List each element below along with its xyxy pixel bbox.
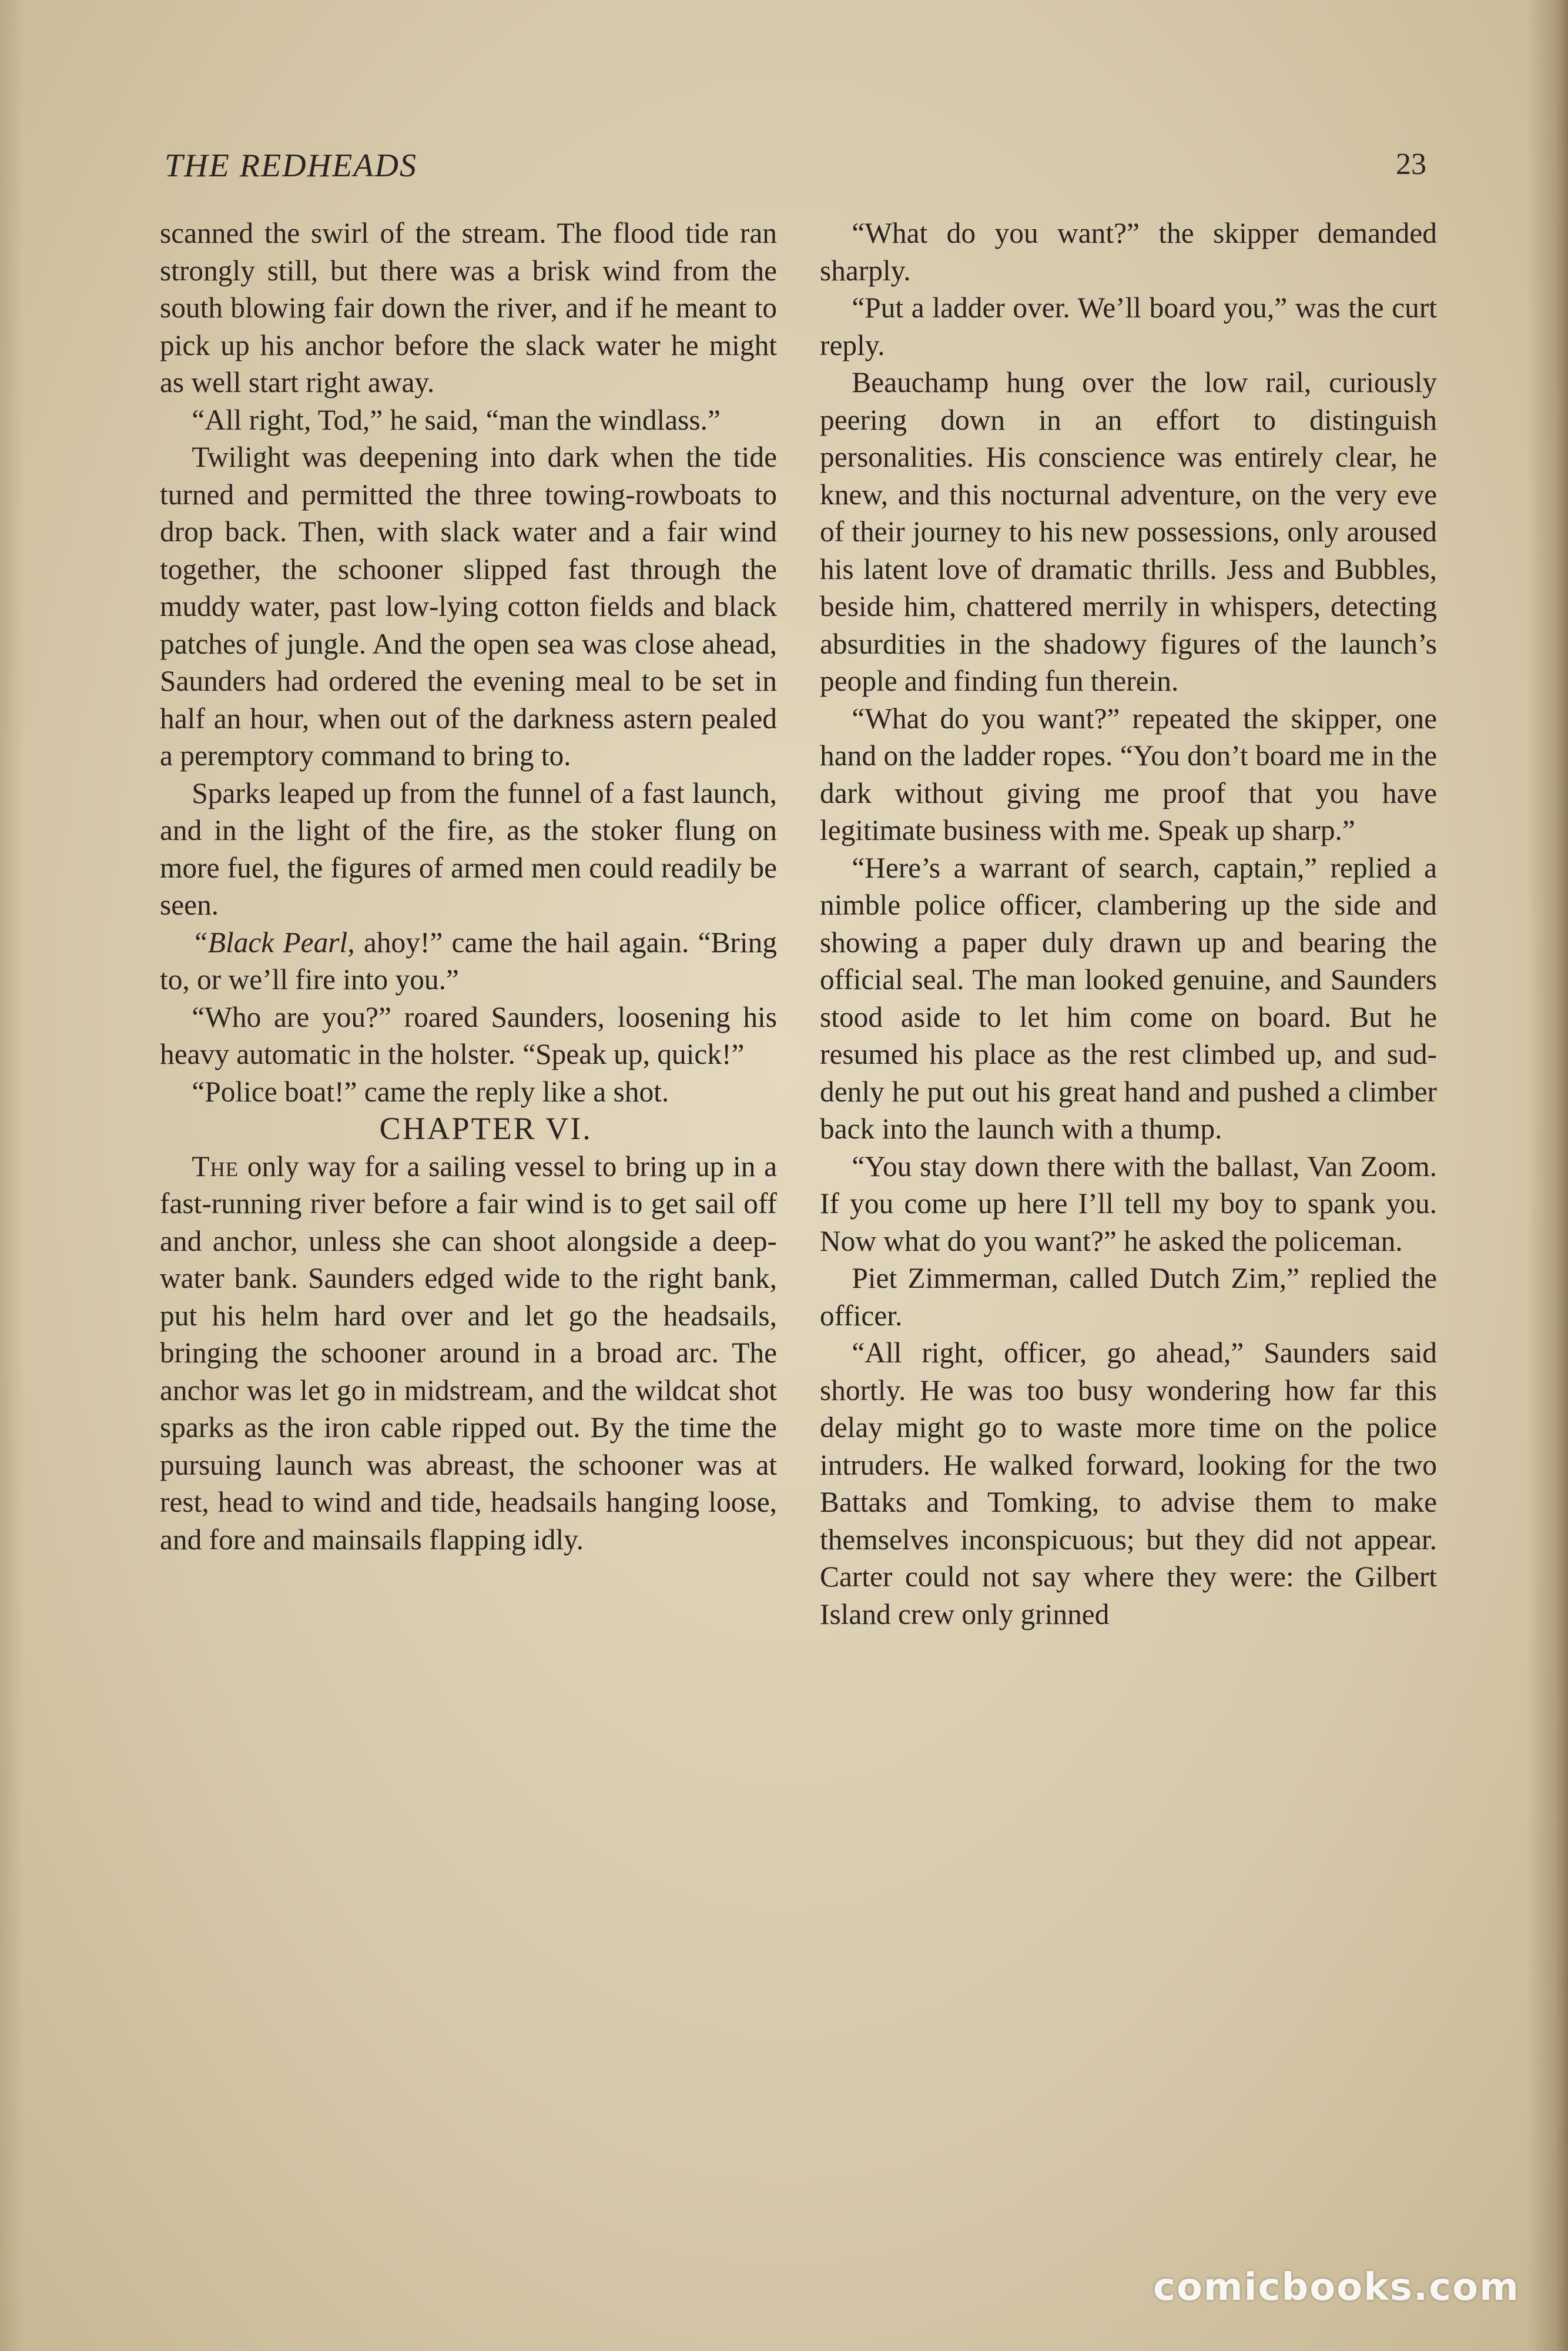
page-number: 23 xyxy=(1396,148,1426,181)
paragraph: Sparks leaped up from the funnel of a fast launch, and in the light of the fire, as the stoker flung on more fuel, the figures of armed men could readily be seen. xyxy=(160,776,777,921)
chapter-heading: CHAPTER VI. xyxy=(379,1111,592,1146)
chapter-opening-text: only way for a sailing vessel to bring up in a fast-running river before a fair wind is to get sail off and anchor, unless she can shoot alongside a deep-water bank. Saunders edged wide to the right bank, put his helm hard over and let go the headsails, bringing the schooner around in a broad arc. The anchor was let go in midstream, and the wildcat shot sparks as the iron cable ripped out. By the time the pursuing launch was abreast, the schooner was at rest, head to wind and tide, headsails hanging loose, and fore and mainsails flapping idly. xyxy=(160,1150,777,1556)
paragraph: “You stay down there with the ballast, Van Zoom. If you come up here I’ll tell my boy to spank you. Now what do you want?” he asked the policeman. xyxy=(820,1150,1437,1257)
page-left-shadow xyxy=(0,0,24,2351)
paragraph-hail xyxy=(160,924,777,999)
running-head: THE REDHEADS xyxy=(165,148,417,184)
paragraph: “Put a ladder over. We’ll board you,” was the curt reply. xyxy=(820,292,1437,361)
paragraph: “All right, officer, go ahead,” Saunders said shortly. He was too busy wondering how far this delay might go to waste more time on the police intruders. He walked forward, looking for the two Battaks and Tomking, to advise them to make themselves inconspicuous; but they did not appear. Carter could not say where they were: the Gilbert Island crew only grinned xyxy=(820,1337,1437,1630)
hail-text: ahoy!” came the hail again. “Bring to, or we’ll fire into you.” xyxy=(160,926,777,996)
paragraph: “Police boat!” came the reply like a shot. xyxy=(192,1075,669,1108)
right-column xyxy=(820,215,1437,1633)
paragraph: Beauchamp hung over the low rail, curiously peering down in an effort to distinguish personalities. His conscience was entirely clear, he knew, and this nocturnal adventure, on the very eve of their journey to his new possessions, only aroused his latent love of dramatic thrills. Jess and Bubbles, beside him, chattered merrily in whispers, detecting absurdities in the shadowy figures of the launch’s people and finding fun therein. xyxy=(820,366,1437,697)
paragraph: scanned the swirl of the stream. The flood tide ran strongly still, but there was a brisk wind from the south blowing fair down the river, and if he meant to pick up his anchor before the slack water he might as well start right away. xyxy=(160,217,777,398)
paragraph: “What do you want?” repeated the skipper, one hand on the ladder ropes. “You don’t board me in the dark without giving me proof that you have legitimate business with me. Speak up sharp.” xyxy=(820,702,1437,846)
page-spine-shadow xyxy=(1527,0,1568,2351)
paragraph: Piet Zimmerman, called Dutch Zim,” replied the officer. xyxy=(820,1262,1437,1332)
paragraph: “What do you want?” the skipper demanded sharply. xyxy=(820,217,1437,287)
paragraph: “Who are you?” roared Saunders, loosening his heavy automatic in the holster. “Speak up, quick!” xyxy=(160,1000,777,1070)
chapter-opening-word: The xyxy=(192,1150,239,1183)
paragraph: “Here’s a warrant of search, captain,” replied a nimble police officer, clambering up the side and showing a paper duly drawn up and bearing the official seal. The man looked genuine, and Saunders stood aside to let him come on board. But he resumed his place as the rest climbed up, and suddenly he put out his great hand and pushed a climber back into the launch with a thump. xyxy=(820,851,1437,1145)
paragraph: Twilight was deepening into dark when the tide turned and permitted the three towing-rowboats to drop back. Then, with slack water and a fair wind together, the schooner slipped fast through the muddy water, past low-lying cotton fields and black patches of jungle. And the open sea was close ahead, Saunders had ordered the evening meal to be set in half an hour, when out of the darkness astern pealed a peremptory command to bring to. xyxy=(160,441,777,772)
paragraph: “All right, Tod,” he said, “man the windlass.” xyxy=(192,403,721,436)
ship-name: “Black Pearl, xyxy=(192,926,355,959)
watermark: comicbooks.com xyxy=(1153,2266,1520,2309)
left-column xyxy=(160,215,777,1558)
chapter-opening-paragraph xyxy=(160,1148,777,1559)
